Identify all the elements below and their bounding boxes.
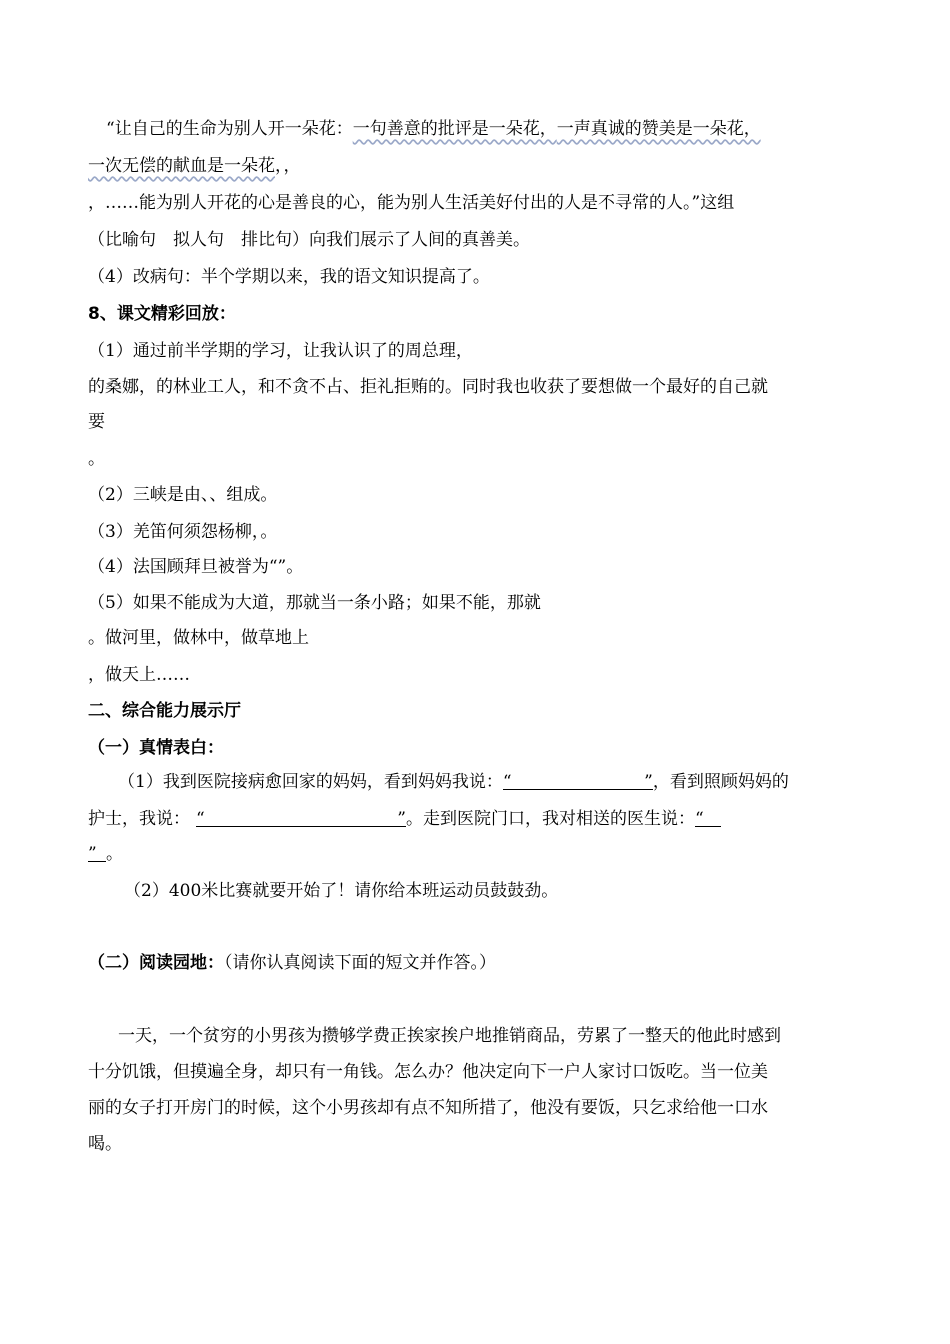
part-2-heading: 二、综合能力展示厅 [88, 701, 241, 721]
recall-item-1-line-4: 。 [88, 449, 105, 469]
sub-2-heading: （二）阅读园地： [88, 953, 224, 973]
sub-1-heading: （一）真情表白： [88, 738, 224, 758]
quote-line-1 [106, 118, 761, 140]
sub-1-question-1-line-2 [88, 808, 721, 830]
passage-line-2: 十分饥饿，但摸遍全身，却只有一角钱。怎么办？他决定向下一户人家讨口饭吃。当一位美 [88, 1062, 768, 1082]
passage-line-4: 喝。 [88, 1134, 122, 1154]
sub-1-question-2: （2）400米比赛就要开始了！请你给本班运动员鼓鼓劲。 [124, 881, 559, 901]
recall-item-1-line-2: 的桑娜，的林业工人，和不贪不占、拒礼拒贿的。同时我也收获了要想做一个最好的自己就 [88, 377, 768, 397]
sub-2-note: （请你认真阅读下面的短文并作答。） [224, 953, 496, 973]
recall-item-3: （3）羌笛何须怨杨柳，。 [88, 522, 278, 542]
question-text: 。走到医院门口，我对相送的医生说： [406, 809, 695, 829]
close-quote: ” [88, 844, 97, 864]
passage-line-1: 一天，一个贫穷的小男孩为攒够学费正挨家挨户地推销商品，劳累了一整天的他此时感到 [118, 1026, 781, 1046]
sub-2-heading-line [88, 952, 496, 974]
wavy-underlined-text: 一句善意的批评是一朵花， [352, 119, 557, 139]
recall-item-1-line-1: （1）通过前半学期的学习，让我认识了的周总理， [88, 341, 473, 361]
passage-line-3: 丽的女子打开房门的时候，这个小男孩却有点不知所措了，他没有要饭，只乞求给他一口水 [88, 1098, 768, 1118]
recall-item-4: （4）法国顾拜旦被誉为“”。 [88, 557, 304, 577]
close-quote: ” [644, 772, 653, 792]
answer-blank-3-end[interactable] [88, 843, 106, 862]
answer-blank-1[interactable] [503, 771, 653, 790]
open-quote: “ [196, 809, 205, 829]
recall-item-2: （2）三峡是由、、组成。 [88, 485, 278, 505]
recall-item-5-line-1: （5）如果不能成为大道，那就当一条小路；如果不能，那就 [88, 593, 541, 613]
recall-item-5-line-3: ，做天上…… [88, 665, 190, 685]
quote-line-4: （比喻句 拟人句 排比句）向我们展示了人间的真善美。 [88, 230, 530, 250]
question-text: 护士，我说： [88, 809, 190, 829]
answer-blank-3-start[interactable] [695, 808, 721, 827]
recall-item-1-line-3: 要 [88, 412, 105, 432]
quote-text: ，， [275, 156, 301, 176]
wavy-underlined-text: 一次无偿的献血是一朵花 [88, 156, 275, 176]
sub-1-question-1-line-1 [118, 771, 789, 793]
open-quote: “ [695, 809, 704, 829]
question-text: ，看到照顾妈妈的 [652, 772, 789, 792]
sub-1-question-1-line-3 [88, 843, 123, 865]
recall-item-5-line-2: 。做河里，做林中，做草地上 [88, 628, 309, 648]
open-quote: “ [502, 772, 512, 792]
answer-blank-2[interactable] [196, 808, 406, 827]
revise-sentence-item: （4）改病句：半个学期以来，我的语文知识提高了。 [88, 267, 490, 287]
wavy-underlined-text: 一声真诚的赞美是一朵花， [556, 119, 761, 139]
question-text: （1）我到医院接病愈回家的妈妈，看到妈妈我说： [118, 772, 503, 792]
quote-line-3: ，……能为别人开花的心是善良的心，能为别人生活美好付出的人是不寻常的人。”这组 [88, 193, 735, 213]
quote-line-2 [88, 155, 301, 177]
section-8-heading: 8、课文精彩回放： [88, 304, 236, 324]
close-quote: ” [397, 809, 406, 829]
question-text: 。 [106, 844, 123, 864]
quote-text: “让自己的生命为别人开一朵花： [106, 119, 353, 139]
